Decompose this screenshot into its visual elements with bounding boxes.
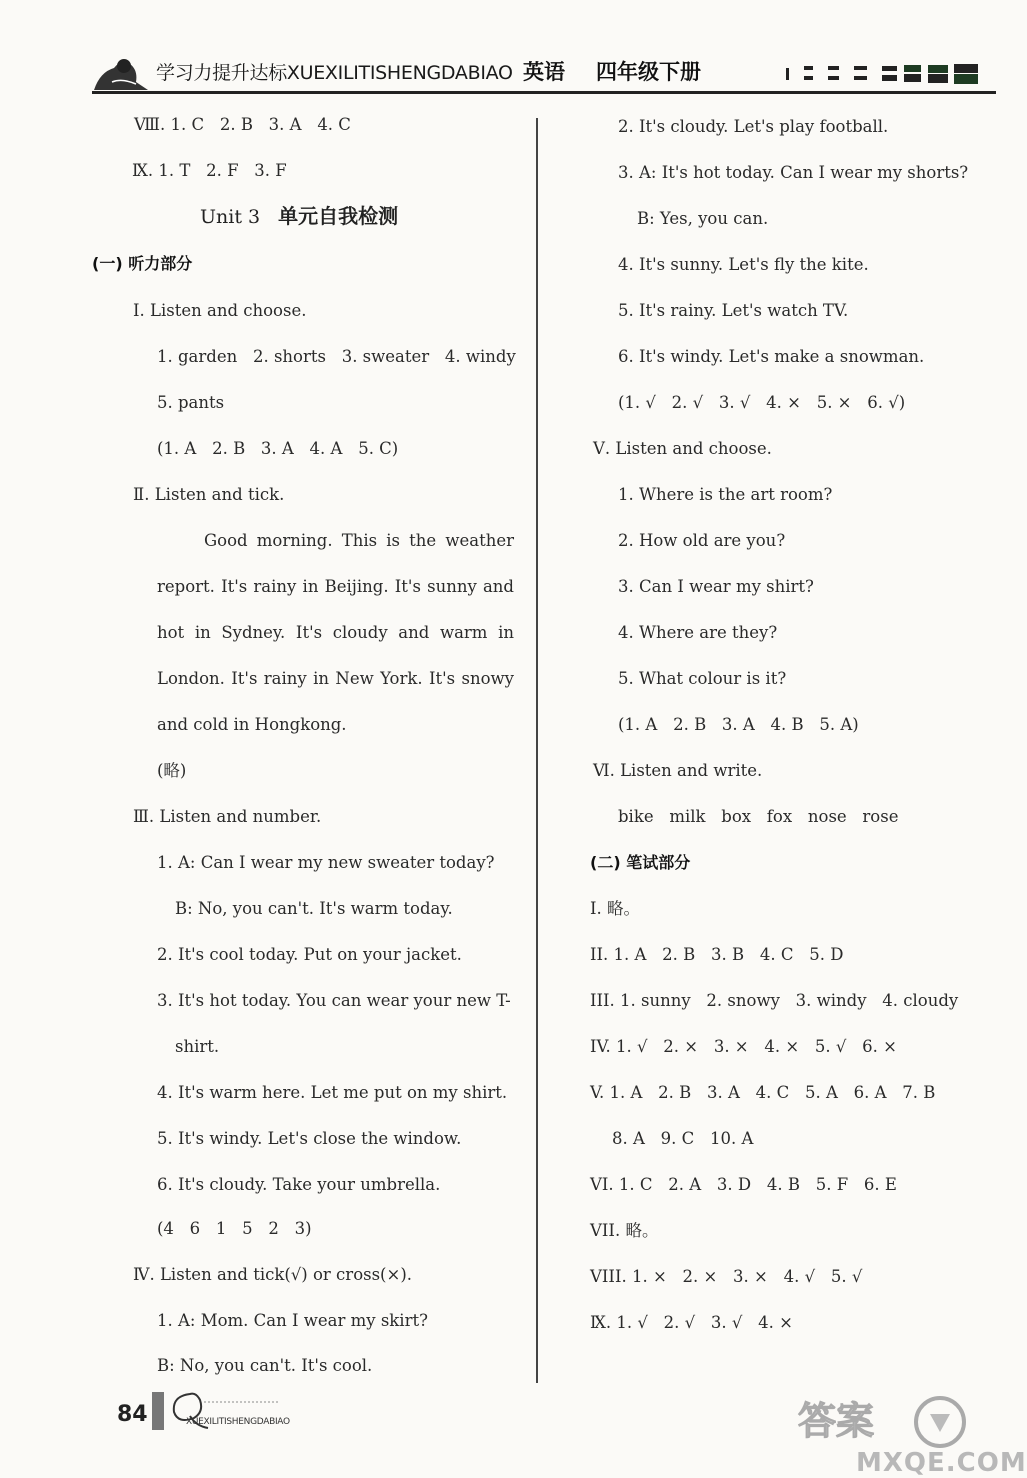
paragraph-line: and cold in Hongkong. (157, 715, 347, 734)
question-heading: Ⅴ. Listen and choose. (593, 439, 772, 458)
answer-line: I. 略。 (590, 899, 641, 918)
header-title: 学习力提升达标XUEXILITISHENGDABIAO (156, 62, 513, 84)
dialogue-line: 4. It's warm here. Let me put on my shirt. (157, 1083, 508, 1102)
footer-logo-text: XUEXILITISHENGDABIAO (186, 1417, 290, 1427)
answer-line: VI. 1. C 2. A 3. D 4. B 5. F 6. E (590, 1175, 897, 1194)
dialogue-line: 2. How old are you? (618, 531, 786, 550)
svg-text:答案: 答案 (798, 1399, 875, 1443)
answer-line: 1. garden 2. shorts 3. sweater 4. windy (157, 347, 516, 366)
dialogue-line: shirt. (175, 1037, 220, 1056)
header-rule (92, 91, 996, 94)
answer-line: VIII. 1. × 2. × 3. × 4. √ 5. √ (590, 1267, 863, 1286)
dialogue-line: 1. A: Mom. Can I wear my skirt? (157, 1311, 428, 1330)
section-heading-written: (二) 笔试部分 (590, 853, 691, 872)
paragraph-text: hot in Sydney. It's cloudy and warm in (157, 623, 514, 642)
dialogue-line: 1. A: Can I wear my new sweater today? (157, 853, 495, 872)
paragraph-text: report. It's rainy in Beijing. It's sunny and (157, 577, 514, 596)
dialogue-line: B: No, you can't. It's warm today. (175, 899, 453, 918)
answer-key: (1. A 2. B 3. A 4. A 5. C) (157, 439, 399, 458)
paragraph-text: London. It's rainy in New York. It's snowy (157, 669, 514, 688)
answer-line: bike milk box fox nose rose (618, 807, 899, 826)
page-number: 84 (117, 1402, 148, 1427)
answer-line: IV. 1. √ 2. × 3. × 4. × 5. √ 6. × (590, 1037, 897, 1056)
answer-line: (略) (157, 761, 187, 780)
unit-title-en: Unit 3 (200, 206, 261, 228)
dialogue-line: 3. Can I wear my shirt? (618, 577, 814, 596)
dialogue-line: 5. It's windy. Let's close the window. (157, 1129, 462, 1148)
answer-line: Ⅸ. 1. T 2. F 3. F (132, 161, 287, 180)
dialogue-line: 5. What colour is it? (618, 669, 787, 688)
answer-line: Ⅸ. 1. √ 2. √ 3. √ 4. × (590, 1313, 793, 1332)
dialogue-line: 2. It's cool today. Put on your jacket. (157, 945, 462, 964)
dialogue-line: 3. A: It's hot today. Can I wear my shorts? (618, 163, 969, 182)
answer-line: II. 1. A 2. B 3. B 4. C 5. D (590, 945, 844, 964)
section-heading-listening: (一) 听力部分 (92, 254, 193, 273)
answer-line: Ⅷ. 1. C 2. B 3. A 4. C (134, 115, 351, 134)
dialogue-line: 1. Where is the art room? (618, 485, 833, 504)
column-divider (536, 118, 538, 1383)
watermark-text: MXQE.COM (856, 1448, 1027, 1478)
dialogue-line: 6. It's windy. Let's make a snowman. (618, 347, 925, 366)
question-heading: Ⅱ. Listen and tick. (133, 485, 285, 504)
dialogue-line: 4. Where are they? (618, 623, 778, 642)
dialogue-line: 2. It's cloudy. Let's play football. (618, 117, 889, 136)
answer-key: (1. √ 2. √ 3. √ 4. × 5. × 6. √) (618, 393, 906, 412)
unit-title (200, 206, 398, 227)
answer-key: (4 6 1 5 2 3) (157, 1219, 312, 1238)
dialogue-line: 3. It's hot today. You can wear your new T- (157, 991, 511, 1010)
student-figure-logo (92, 52, 150, 92)
dialogue-line: 6. It's cloudy. Take your umbrella. (157, 1175, 441, 1194)
dialogue-line: B: No, you can't. It's cool. (157, 1356, 373, 1375)
header-subject: 英语 (523, 60, 565, 84)
answer-key: (1. A 2. B 3. A 4. B 5. A) (618, 715, 859, 734)
dialogue-line: B: Yes, you can. (637, 209, 769, 228)
question-heading: Ⅳ. Listen and tick(√) or cross(×). (133, 1265, 413, 1284)
dialogue-line: 4. It's sunny. Let's fly the kite. (618, 255, 869, 274)
footer-bar (152, 1392, 164, 1430)
dialogue-line: 5. It's rainy. Let's watch TV. (618, 301, 849, 320)
answer-line: VII. 略。 (590, 1221, 659, 1240)
unit-title-cn: 单元自我检测 (278, 204, 399, 228)
decorative-bars (786, 62, 996, 86)
question-heading: Ⅰ. Listen and choose. (133, 301, 307, 320)
page-header (0, 0, 1000, 98)
question-heading: Ⅲ. Listen and number. (133, 807, 322, 826)
paragraph-text: Good morning. This is the weather (204, 531, 514, 550)
answer-line: 8. A 9. C 10. A (612, 1129, 754, 1148)
question-heading: Ⅵ. Listen and write. (593, 761, 763, 780)
header-grade: 四年级下册 (596, 60, 701, 84)
answer-line: V. 1. A 2. B 3. A 4. C 5. A 6. A 7. B (590, 1083, 936, 1102)
answer-line: III. 1. sunny 2. snowy 3. windy 4. cloudy (590, 991, 959, 1010)
answer-line: 5. pants (157, 393, 225, 412)
